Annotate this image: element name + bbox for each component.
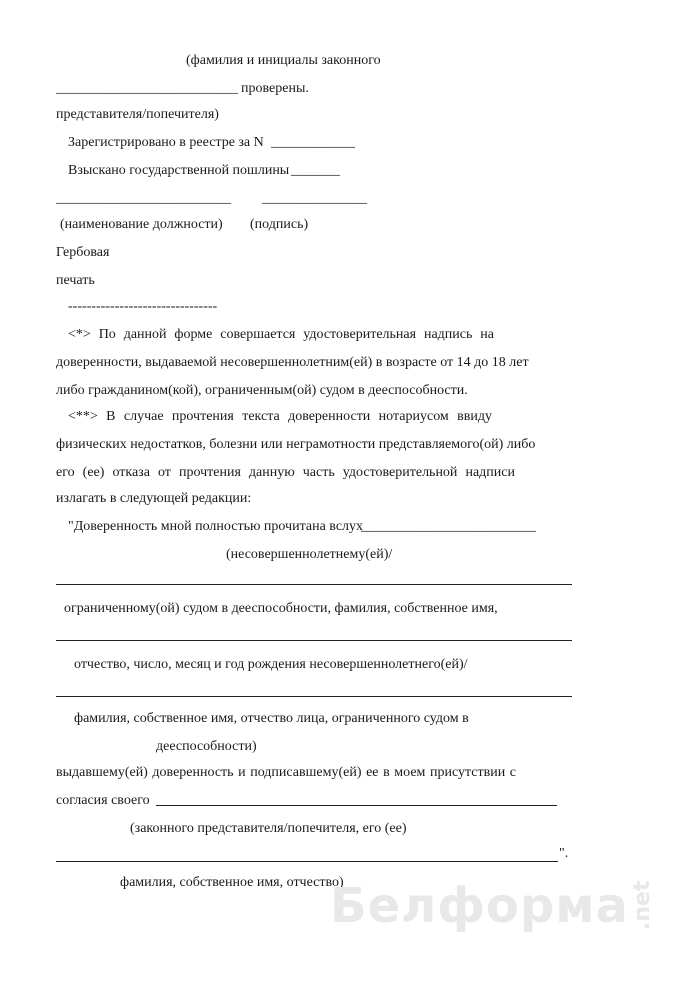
hint-birth-date: отчество, число, месяц и год рождения несовершеннолетнего(ей)/	[74, 657, 468, 672]
hint-representative: представителя/попечителя)	[56, 107, 219, 122]
quote-closing: ".	[559, 846, 569, 861]
footnote-2-line-2: физических недостатков, болезни или неграмотности представляемого(ой) либо	[56, 437, 536, 452]
hint-guardian: (законного представителя/попечителя, его (ее)	[130, 821, 407, 836]
hint-person-name: фамилия, собственное имя, отчество лица, ограниченного судом в	[74, 711, 469, 726]
stamp-label-line1: Гербовая	[56, 245, 110, 260]
blank-line-3	[56, 696, 572, 697]
quote-opening: "Доверенность мной полностью прочитана вслух	[68, 519, 364, 534]
position-field: _________________________	[56, 191, 231, 206]
body-consent-label: согласия своего	[56, 793, 150, 808]
duty-amount-field: _______	[291, 163, 340, 178]
footnote-2-line-4: излагать в следующей редакции:	[56, 491, 252, 506]
blank-line-2	[56, 640, 572, 641]
consent-blank-line	[156, 805, 557, 806]
footnote-1-line-1: <*> По данной форме совершается удостоверительная надпись на	[68, 327, 494, 342]
checked-label: проверены.	[241, 81, 309, 96]
footnote-1-line-2: доверенности, выдаваемой несовершеннолетним(ей) в возрасте от 14 до 18 лет	[56, 355, 529, 370]
signature-field: _______________	[262, 191, 367, 206]
hint-limited-capacity: ограниченному(ой) судом в дееспособности, фамилия, собственное имя,	[64, 601, 498, 616]
underscore-field-checked: __________________________	[56, 81, 238, 96]
registry-number-field: ____________	[271, 135, 355, 150]
blank-line-1	[56, 584, 572, 585]
hint-position: (наименование должности)	[60, 217, 223, 232]
blank-line-4	[56, 861, 558, 862]
registry-label: Зарегистрировано в реестре за N	[68, 135, 264, 150]
footnote-1-line-3: либо гражданином(кой), ограниченным(ой) судом в дееспособности.	[56, 383, 468, 398]
quote-underscore-field: _________________________	[361, 519, 536, 534]
hint-capacity: дееспособности)	[156, 739, 257, 754]
footnote-2-line-1: <**> В случае прочтения текста доверенности нотариусом ввиду	[68, 409, 492, 424]
stamp-label-line2: печать	[56, 273, 95, 288]
brand-watermark-suffix: .net	[630, 880, 655, 930]
hint-full-name: фамилия, собственное имя, отчество)	[120, 875, 344, 890]
hint-legal-rep-name: (фамилия и инициалы законного	[186, 53, 381, 68]
hint-minor: (несовершеннолетнему(ей)/	[226, 547, 393, 562]
hint-signature: (подпись)	[250, 217, 309, 232]
brand-watermark: Белформа	[330, 878, 629, 934]
footnote-2-line-3: его (ее) отказа от прочтения данную часть удостоверительной надписи	[56, 465, 515, 480]
footnote-separator: --------------------------------	[68, 299, 218, 314]
duty-label: Взыскано государственной пошлины	[68, 163, 290, 178]
body-line-1: выдавшему(ей) доверенность и подписавшему(ей) ее в моем присутствии с	[56, 765, 516, 780]
